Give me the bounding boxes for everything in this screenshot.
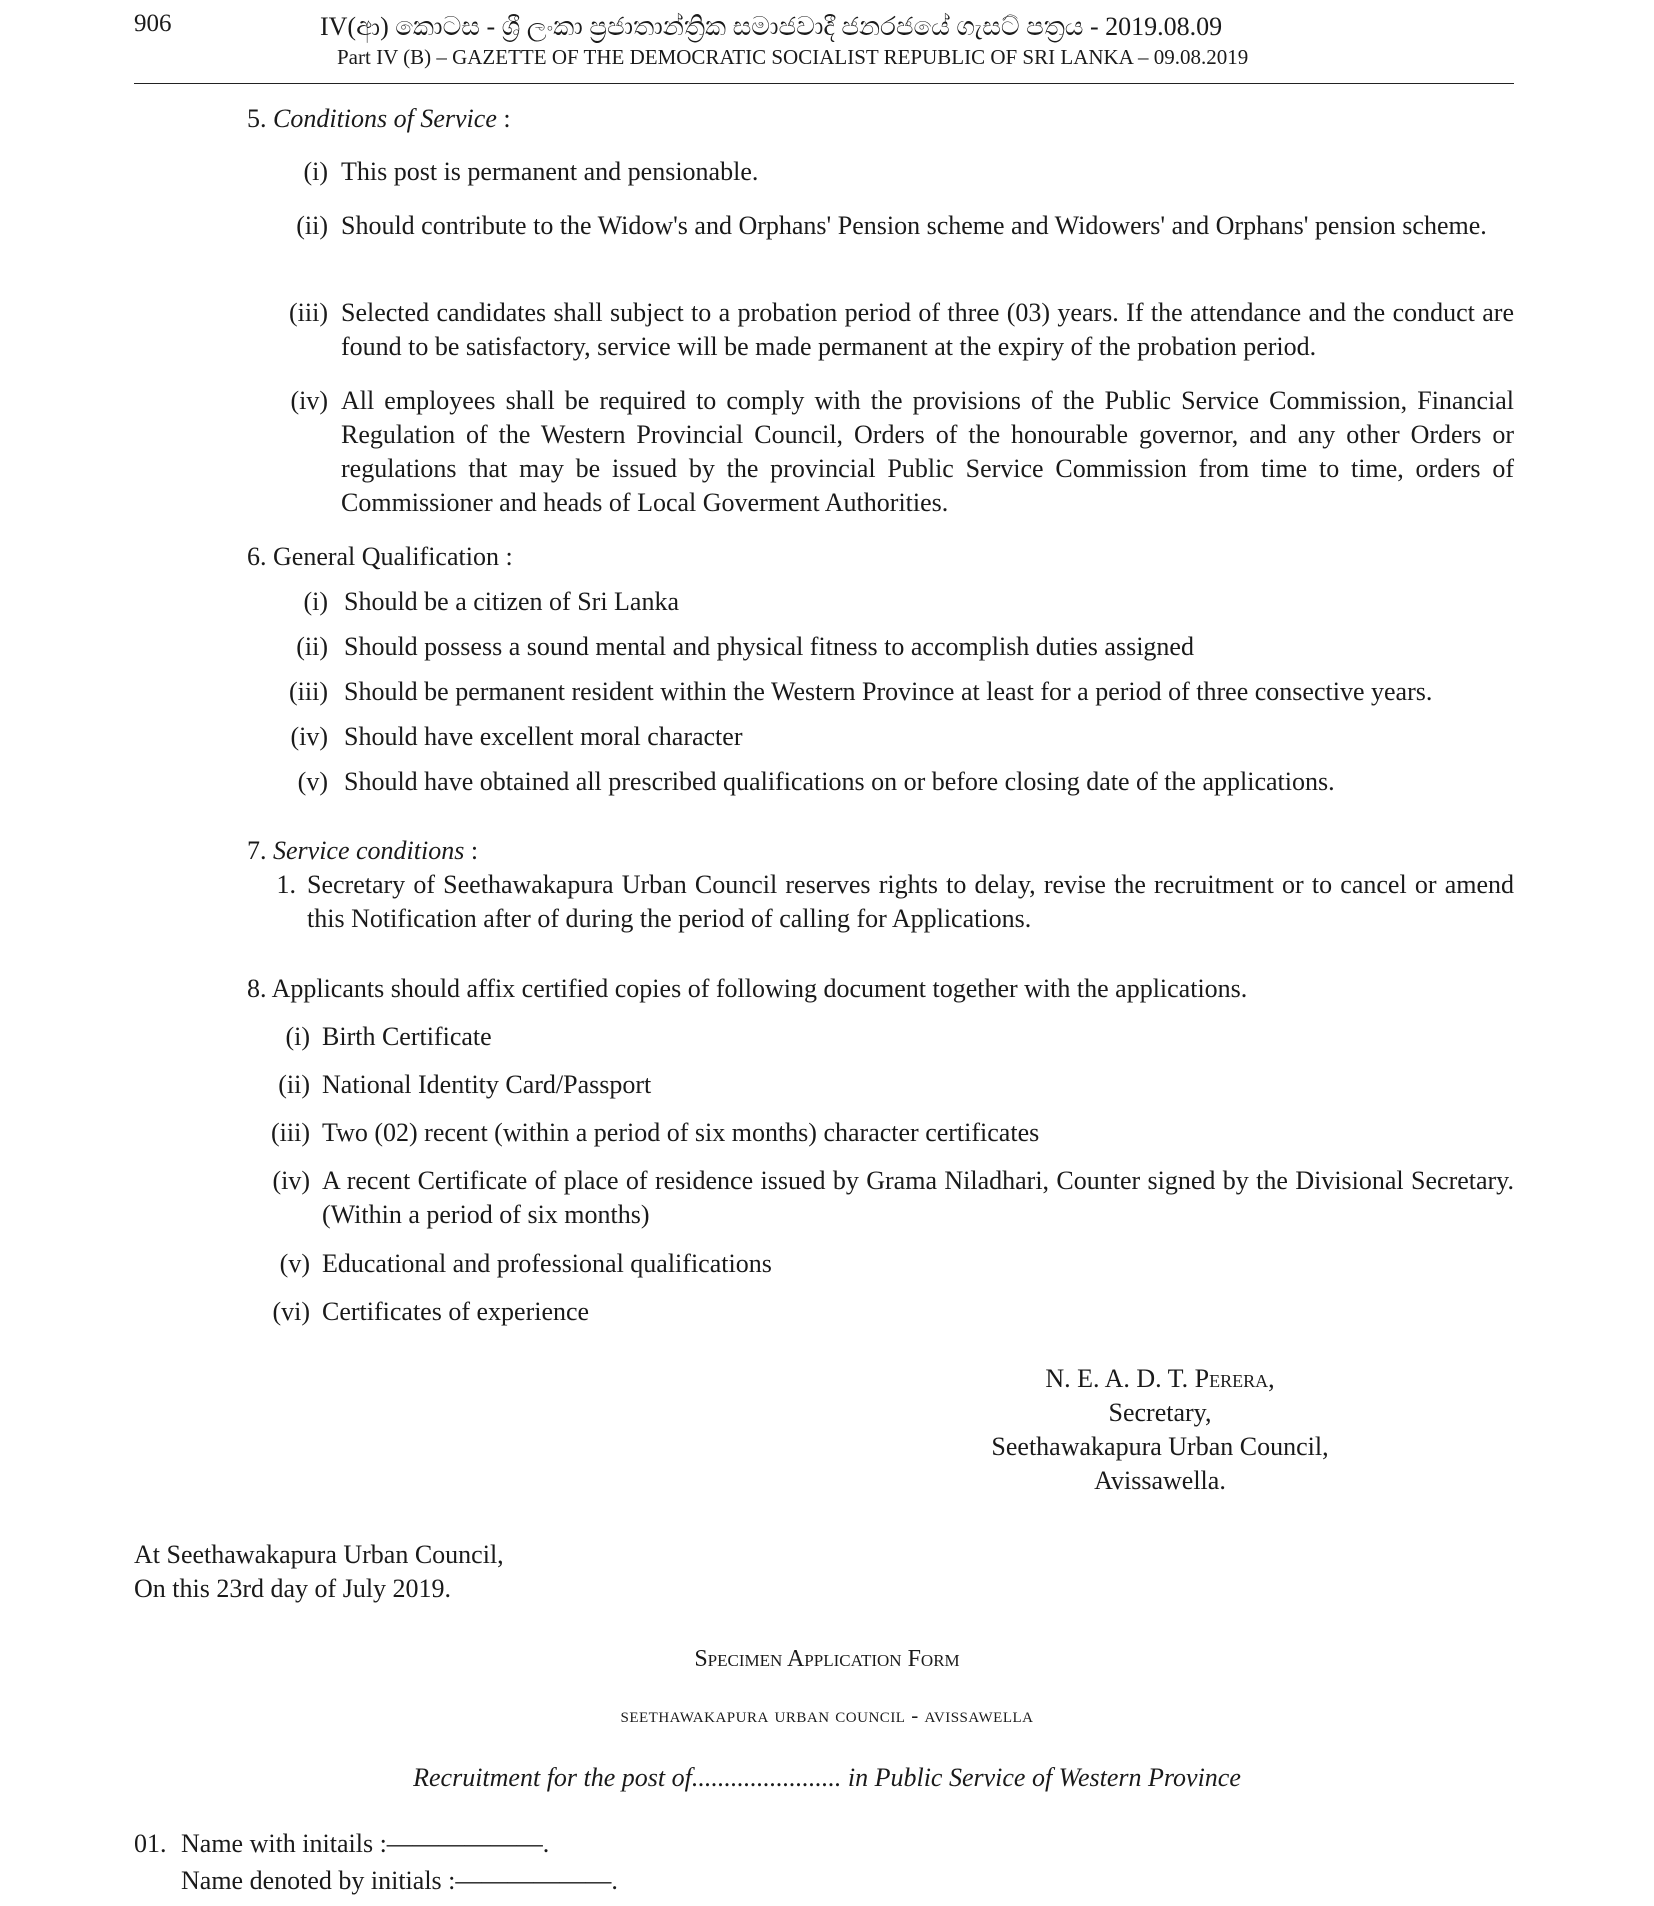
s8-item-1-text: Birth Certificate	[322, 1022, 492, 1051]
s6-item-2-text: Should possess a sound mental and physical fitness to accomplish duties assigned	[344, 632, 1194, 661]
signatory-name-text: N. E. A. D. T. Perera,	[1045, 1364, 1275, 1393]
s6-item-1-number: (i)	[303, 587, 328, 616]
page-number: 906	[134, 10, 172, 37]
s6-item-4-number: (iv)	[290, 722, 328, 751]
section-5-number: 5.	[247, 104, 267, 133]
s6-item-5-number: (v)	[297, 767, 328, 796]
s8-item-4-number: (iv)	[272, 1166, 310, 1195]
date-line: On this 23rd day of July 2019.	[134, 1574, 452, 1603]
signatory-place: Avissawella.	[1094, 1466, 1226, 1495]
s6-item-2-number: (ii)	[296, 632, 328, 661]
form-field-01-number: 01.	[134, 1829, 167, 1858]
s5-item-3-number: (iii)	[289, 298, 328, 327]
form-title: Specimen Application Form	[694, 1646, 960, 1672]
s8-item-6-number: (vi)	[272, 1297, 310, 1326]
s5-item-4-text: All employees shall be required to comply with the provisions of the Public Service Commission, Financial Regulation of the Western Provincial Council, Orders of the honourable governor, and any other Orders or regulations that may be issued by the provincial Public Service Commission from time to time, orders of Commissioner and heads of Local Goverment Authorities.	[341, 386, 1514, 517]
form-field-name-with-initials: Name with initails :——————.	[181, 1829, 550, 1858]
s8-item-6-text: Certificates of experience	[322, 1297, 590, 1326]
s5-item-1-text: This post is permanent and pensionable.	[341, 157, 759, 186]
s6-item-5-text: Should have obtained all prescribed qualifications on or before closing date of the applications.	[344, 767, 1335, 796]
form-field-name-denoted: Name denoted by initials :——————.	[181, 1866, 618, 1895]
s6-item-1-text: Should be a citizen of Sri Lanka	[344, 587, 680, 616]
s6-item-3-number: (iii)	[289, 677, 328, 706]
s5-item-1-number: (i)	[303, 157, 328, 186]
signatory-designation: Secretary,	[1108, 1398, 1212, 1427]
s5-item-3-text: Selected candidates shall subject to a probation period of three (03) years. If the attendance and the conduct are found to be satisfactory, service will be made permanent at the expiry of the probation period.	[341, 298, 1514, 361]
s8-item-1-number: (i)	[285, 1022, 310, 1051]
section-8-heading: 8. Applicants should affix certified copies of following document together with the applications.	[247, 974, 1248, 1003]
form-subtitle: seethawakapura urban council - avissawella	[620, 1703, 1034, 1727]
s8-item-3-text: Two (02) recent (within a period of six months) character certificates	[322, 1118, 1040, 1147]
section-6-heading: 6. General Qualification :	[247, 542, 513, 571]
s5-item-2-number: (ii)	[296, 211, 328, 240]
s5-item-2-text: Should contribute to the Widow's and Orphans' Pension scheme and Widowers' and Orphans' pension scheme.	[341, 211, 1487, 240]
place-line: At Seethawakapura Urban Council,	[134, 1540, 504, 1569]
header-title-english: Part IV (B) – GAZETTE OF THE DEMOCRATIC SOCIALIST REPUBLIC OF SRI LANKA – 09.08.2019	[337, 45, 1249, 69]
signatory-name	[900, 1362, 1420, 1396]
form-recruitment-line: Recruitment for the post of....................... in Public Service of Western Province	[413, 1763, 1241, 1792]
s8-item-2-number: (ii)	[278, 1070, 310, 1099]
s5-item-4-number: (iv)	[290, 386, 328, 415]
section-5-heading	[247, 102, 511, 136]
s7-item-1-text: Secretary of Seethawakapura Urban Council reserves rights to delay, revise the recruitment or to cancel or amend this Notification after of during the period of calling for Applications.	[307, 870, 1514, 933]
section-7-colon: :	[470, 836, 479, 865]
header-title-sinhala: IV(ආ) කොටස - ශ්‍රී ලංකා ප්‍රජාතාන්ත්‍රික සමාජවාදී ජනරජයේ ගැසට් පත්‍රය - 2019.08.09	[320, 12, 1223, 41]
section-7-title: Service conditions	[273, 836, 465, 865]
s6-item-4-text: Should have excellent moral character	[344, 722, 743, 751]
section-5-colon: :	[503, 104, 511, 133]
s8-item-2-text: National Identity Card/Passport	[322, 1070, 652, 1099]
s8-item-5-number: (v)	[279, 1249, 310, 1278]
section-7-number: 7.	[247, 836, 267, 865]
s7-item-1-number: 1.	[276, 870, 296, 899]
section-7-heading	[247, 834, 478, 868]
section-5-title: Conditions of Service	[273, 104, 497, 133]
s8-item-3-number: (iii)	[271, 1118, 310, 1147]
s6-item-3-text: Should be permanent resident within the Western Province at least for a period of three consective years.	[344, 677, 1433, 706]
s8-item-5-text: Educational and professional qualifications	[322, 1249, 772, 1278]
signatory-organization: Seethawakapura Urban Council,	[991, 1432, 1329, 1461]
header-divider	[134, 83, 1514, 84]
s8-item-4-text: A recent Certificate of place of residence issued by Grama Niladhari, Counter signed by the Divisional Secretary. (Within a period of six months)	[322, 1166, 1514, 1229]
